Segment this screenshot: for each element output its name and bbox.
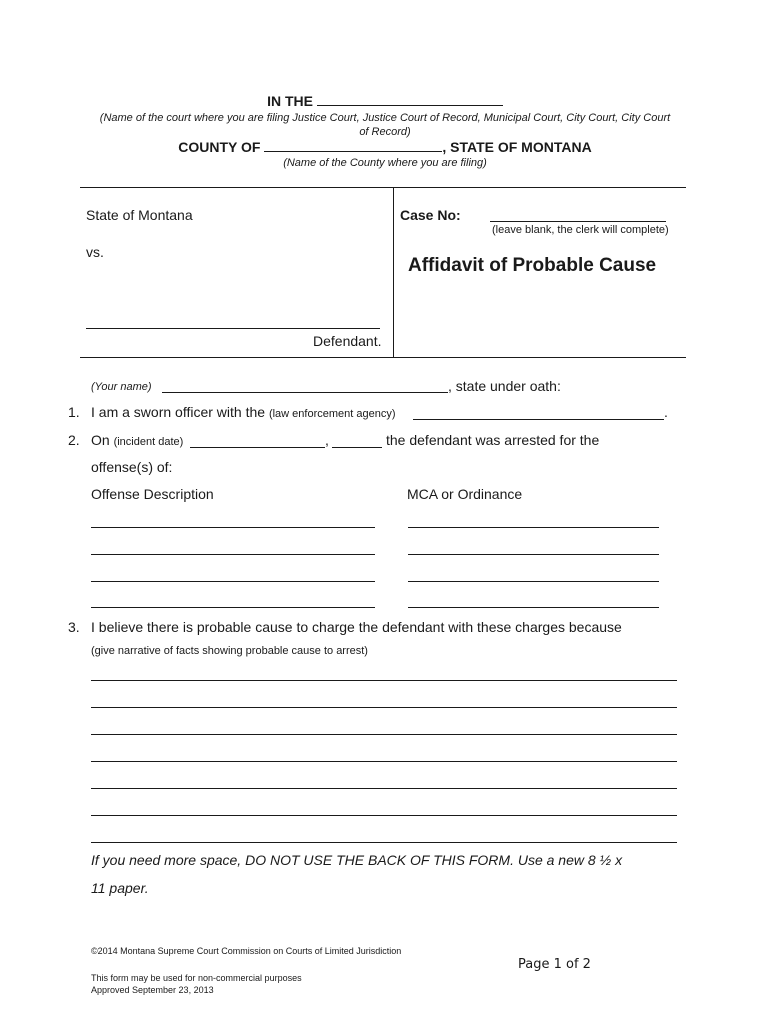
page-number: Page 1 of 2: [518, 957, 591, 972]
in-the-label: IN THE: [267, 93, 313, 109]
offense-line[interactable]: [91, 527, 375, 528]
county-note: (Name of the County where you are filing): [283, 157, 487, 169]
defendant-name-blank[interactable]: [86, 328, 380, 329]
item1-agency-label: (law enforcement agency): [268, 408, 396, 420]
case-no-blank[interactable]: [490, 221, 666, 222]
defendant-label: Defendant.: [313, 333, 382, 349]
item1-period: .: [664, 404, 668, 420]
narrative-line[interactable]: [91, 815, 677, 816]
mca-line[interactable]: [408, 607, 659, 608]
incident-date-blank[interactable]: [190, 447, 325, 448]
offense-line[interactable]: [91, 607, 375, 608]
caption-bottom-rule: [80, 357, 686, 358]
narrative-line[interactable]: [91, 842, 677, 843]
narrative-line[interactable]: [91, 707, 677, 708]
mca-line[interactable]: [408, 581, 659, 582]
county-of-label: COUNTY OF: [178, 139, 261, 155]
mca-line[interactable]: [408, 527, 659, 528]
caption-top-rule: [80, 187, 686, 188]
mca-line[interactable]: [408, 554, 659, 555]
offense-line[interactable]: [91, 554, 375, 555]
caption-divider: [393, 187, 394, 357]
item1-text: [91, 404, 396, 420]
item2-lead: [91, 432, 183, 448]
state-of-montana-label: , STATE OF MONTANA: [442, 139, 592, 155]
your-name-blank[interactable]: [162, 392, 448, 393]
your-name-label: (Your name): [91, 381, 152, 393]
incident-date-label: (incident date): [113, 436, 184, 448]
form-title: Affidavit of Probable Cause: [408, 255, 657, 276]
county-heading: [0, 139, 770, 155]
plaintiff-name: State of Montana: [86, 207, 193, 223]
item3-text: I believe there is probable cause to charge the defendant with these charges because: [91, 619, 622, 635]
court-heading: [0, 93, 770, 109]
offense-line[interactable]: [91, 581, 375, 582]
case-no-label: Case No:: [400, 207, 461, 223]
copyright-notice: ©2014 Montana Supreme Court Commission on Courts of Limited Jurisdiction: [91, 946, 402, 956]
item3-narrative-note: (give narrative of facts showing probable cause to arrest): [91, 645, 368, 657]
mca-ordinance-header: MCA or Ordinance: [407, 486, 523, 502]
court-name-blank[interactable]: [317, 104, 503, 106]
narrative-line[interactable]: [91, 788, 677, 789]
item2-number: 2.: [68, 432, 80, 448]
court-note-line2: of Record): [359, 126, 411, 138]
item1-number: 1.: [68, 404, 80, 420]
case-no-note: (leave blank, the clerk will complete): [492, 224, 669, 236]
item2-comma: ,: [325, 432, 329, 448]
court-note-line1: (Name of the court where you are filing Justice Court, Justice Court of Record, Municipal Court, City Court, City Court: [99, 112, 671, 124]
item2-on: On: [91, 432, 110, 448]
item3-number: 3.: [68, 619, 80, 635]
approval-date: Approved September 23, 2013: [91, 985, 214, 995]
item1-lead: I am a sworn officer with the: [91, 404, 266, 420]
state-under-oath: , state under oath:: [448, 378, 561, 394]
narrative-line[interactable]: [91, 734, 677, 735]
more-space-note-line2: 11 paper.: [91, 880, 149, 896]
county-name-blank[interactable]: [264, 150, 442, 152]
vs-label: vs.: [86, 244, 104, 260]
narrative-line[interactable]: [91, 680, 677, 681]
agency-blank[interactable]: [413, 419, 664, 420]
offense-description-header: Offense Description: [91, 486, 214, 502]
item2-text: the defendant was arrested for the: [386, 432, 600, 448]
usage-notice: This form may be used for non-commercial purposes: [91, 973, 302, 983]
incident-year-blank[interactable]: [332, 447, 382, 448]
item2-offenses: offense(s) of:: [91, 459, 173, 475]
narrative-line[interactable]: [91, 761, 677, 762]
more-space-note-line1: If you need more space, DO NOT USE THE BACK OF THIS FORM. Use a new 8 ½ x: [91, 852, 623, 868]
